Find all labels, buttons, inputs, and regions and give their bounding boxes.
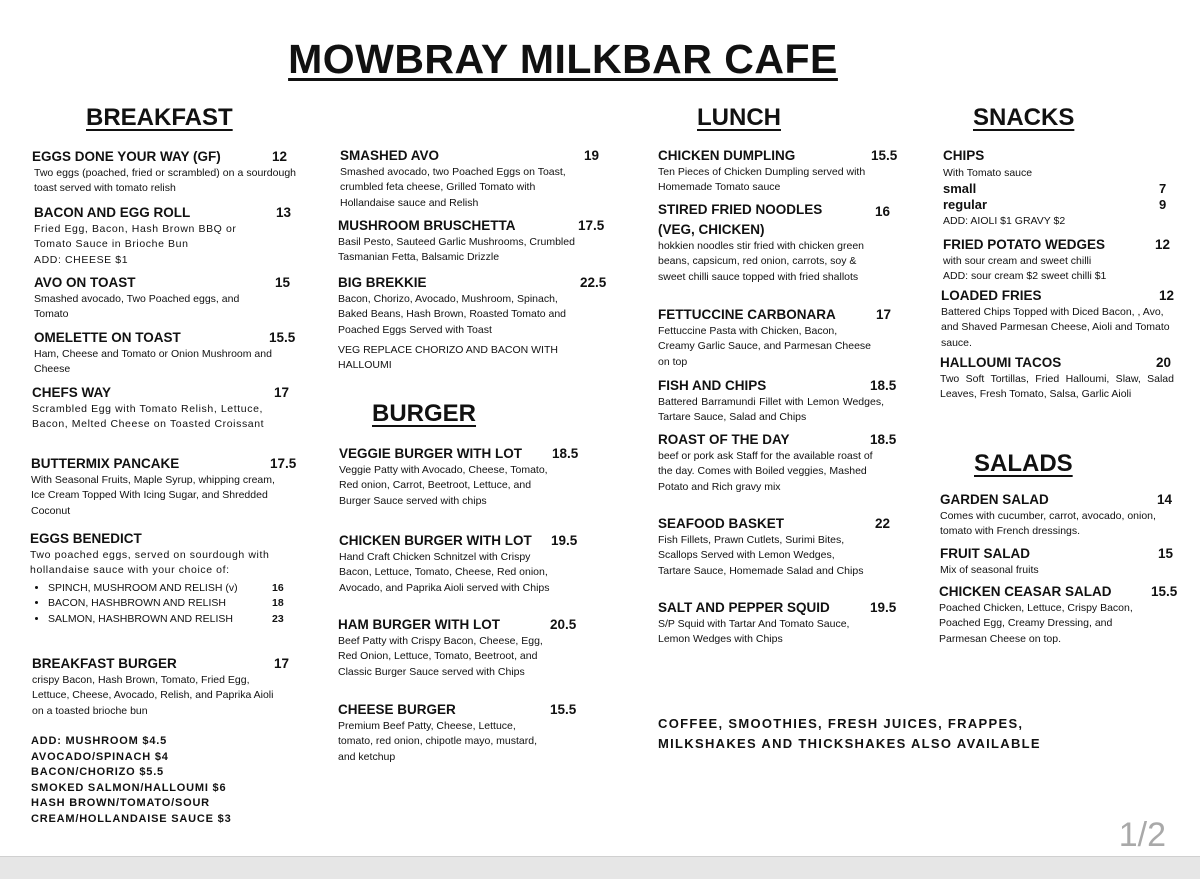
menu-item [941, 287, 1175, 351]
menu-item [940, 491, 1173, 540]
item-name: FISH AND CHIPS [658, 378, 767, 393]
item-description: Bacon, Chorizo, Avocado, Mushroom, Spinach, Baked Beans, Hash Brown, Roasted Tomato and Poached Eggs Served with Toast [338, 293, 567, 336]
menu-item [34, 204, 292, 268]
item-description: Two Soft Tortillas, Fried Halloumi, Slaw, Salad Leaves, Fresh Tomato, Salsa, Garlic Aioli [940, 373, 1174, 401]
item-description: Battered Barramundi Fillet with Lemon Wedges, Tartare Sauce, Salad and Chips [658, 396, 884, 424]
item-description: Battered Chips Topped with Diced Bacon, , Avo, and Shaved Parmesan Cheese, Aioli and Tomato sauce. [941, 306, 1170, 349]
item-price: 18.5 [870, 432, 897, 447]
size-small-price: 7 [1159, 181, 1167, 196]
item-name: STIRED FRIED NOODLES [658, 202, 823, 217]
item-price: 19.5 [551, 533, 578, 548]
menu-item [338, 616, 577, 680]
size-regular-label: regular [943, 197, 988, 212]
menu-item [338, 274, 607, 338]
menu-item [34, 274, 291, 323]
item-name: MUSHROOM BRUSCHETTA [338, 218, 516, 233]
item-name: EGGS BENEDICT [30, 531, 142, 546]
item-price: 12 [1155, 237, 1171, 252]
menu-item [32, 655, 290, 719]
item-name: CHEESE BURGER [338, 702, 456, 717]
item-description: crispy Bacon, Hash Brown, Tomato, Fried Egg, Lettuce, Cheese, Avocado, Relish, and Paprika Aioli on a toasted brioche bun [32, 674, 274, 717]
item-name: GARDEN SALAD [940, 492, 1049, 507]
menu-item [338, 701, 577, 765]
menu-item [658, 306, 892, 370]
item-price: 20 [1156, 355, 1172, 370]
item-price: 15.5 [269, 330, 296, 345]
item-price: 17 [876, 307, 892, 322]
item-description: Scrambled Egg with Tomato Relish, Lettuce, Bacon, Melted Cheese on Toasted Croissant [32, 403, 265, 431]
item-name: BACON AND EGG ROLL [34, 205, 191, 220]
breakfast-heading: BREAKFAST [86, 104, 233, 131]
item-description: Fish Fillets, Prawn Cutlets, Surimi Bites, Scallops Served with Lemon Wedges, Tartare Sauce, Homemade Salad and Chips [658, 534, 864, 577]
item-name: CHEFS WAY [32, 385, 112, 400]
breakfast-addons: ADD: MUSHROOM $4.5 AVOCADO/SPINACH $4 BACON/CHORIZO $5.5 SMOKED SALMON/HALLOUMI $6 HASH BROWN/TOMATO/SOUR CREAM/HOLLANDAISE SAUCE $3 [31, 735, 232, 825]
lunch-heading: LUNCH [697, 104, 781, 131]
item-name: ROAST OF THE DAY [658, 432, 790, 447]
item-name: CHICKEN CEASAR SALAD [939, 584, 1112, 599]
item-price: 18.5 [552, 446, 579, 461]
item-name: FRIED POTATO WEDGES [943, 237, 1106, 252]
menu-item [338, 217, 605, 266]
item-description: Premium Beef Patty, Cheese, Lettuce, tomato, red onion, chipotle mayo, mustard, and ketchup [338, 720, 538, 763]
veg-note: VEG REPLACE CHORIZO AND BACON WITH HALLOUMI [338, 344, 558, 372]
item-extra: ADD: AIOLI $1 GRAVY $2 [943, 215, 1066, 227]
page-indicator: 1/2 [1118, 816, 1166, 854]
menu-item [34, 329, 296, 378]
size-regular-price: 9 [1159, 197, 1167, 212]
item-price: 15.5 [550, 702, 577, 717]
item-description: Two poached eggs, served on sourdough with hollandaise sauce with your choice of: [30, 549, 270, 577]
item-price: 16 [875, 204, 891, 219]
item-description: with sour cream and sweet chilli [943, 255, 1092, 267]
item-description: beef or pork ask Staff for the available roast of the day. Comes with Boiled veggies, Mashed Potato and Rich gravy mix [658, 450, 873, 493]
choice-price: 23 [272, 612, 284, 625]
menu-item [658, 377, 897, 426]
menu-item [30, 530, 292, 627]
item-name: SMASHED AVO [340, 148, 440, 163]
item-description: S/P Squid with Tartar And Tomato Sauce, Lemon Wedges with Chips [658, 618, 850, 646]
size-small-label: small [943, 181, 977, 196]
burger-heading: BURGER [372, 400, 477, 427]
item-name: SALT AND PEPPER SQUID [658, 600, 830, 615]
item-name: FETTUCCINE CARBONARA [658, 307, 836, 322]
item-name: HAM BURGER WITH LOT [338, 617, 500, 632]
choice-price: 18 [272, 597, 284, 610]
menu-item [340, 147, 600, 211]
item-description: Comes with cucumber, carrot, avocado, onion, tomato with French dressings. [940, 510, 1156, 538]
item-name: BUTTERMIX PANCAKE [31, 456, 180, 471]
item-name: FRUIT SALAD [940, 546, 1030, 561]
item-price: 15.5 [1151, 584, 1178, 599]
item-price: 14 [1157, 492, 1173, 507]
item-description: Smashed avocado, Two Poached eggs, and Tomato [34, 293, 240, 321]
item-price: 17.5 [270, 456, 297, 471]
item-extra: ADD: sour cream $2 sweet chilli $1 [943, 270, 1107, 283]
item-price: 13 [276, 205, 292, 220]
item-name: CHIPS [943, 148, 985, 163]
menu-item [940, 354, 1174, 403]
item-description: Basil Pesto, Sauteed Garlic Mushrooms, Crumbled Tasmanian Fetta, Balsamic Drizzle [338, 236, 575, 264]
snacks-heading: SNACKS [973, 104, 1075, 131]
item-name: EGGS DONE YOUR WAY (GF) [32, 149, 221, 164]
item-description: Ham, Cheese and Tomato or Onion Mushroom and Cheese [34, 348, 272, 376]
menu-item [658, 599, 897, 648]
drinks-note: COFFEE, SMOOTHIES, FRESH JUICES, FRAPPES, MILKSHAKES AND THICKSHAKES ALSO AVAILABLE [658, 716, 1041, 751]
choice-item: • SALMON, HASHBROWN AND RELISH 23 [48, 612, 292, 627]
menu-item [943, 236, 1171, 285]
menu-item-chips [943, 147, 1171, 233]
salads-heading: SALADS [974, 450, 1073, 477]
item-description: Veggie Patty with Avocado, Cheese, Tomato, Red onion, Carrot, Beetroot, Lettuce, and Burger Sauce served with chips [339, 464, 548, 507]
item-description: Two eggs (poached, fried or scrambled) on a sourdough toast served with tomato relish [34, 167, 296, 195]
viewer-bottom-bar [0, 856, 1200, 879]
item-name: VEGGIE BURGER WITH LOT [339, 446, 523, 461]
menu-item [339, 445, 579, 509]
item-price: 20.5 [550, 617, 577, 632]
item-description: Fried Egg, Bacon, Hash Brown BBQ or Tomato Sauce in Brioche Bun [34, 223, 237, 251]
menu-item [658, 515, 891, 579]
item-description: Poached Chicken, Lettuce, Crispy Bacon, Poached Egg, Creamy Dressing, and Parmesan Cheese on top. [939, 602, 1133, 645]
choice-price: 16 [272, 581, 284, 594]
item-price: 15 [1158, 546, 1174, 561]
item-description: Fettuccine Pasta with Chicken, Bacon, Creamy Garlic Sauce, and Parmesan Cheese on top [658, 325, 872, 368]
item-extra: ADD: CHEESE $1 [34, 253, 129, 266]
item-price: 18.5 [870, 378, 897, 393]
menu-title: MOWBRAY MILKBAR CAFE [288, 36, 838, 82]
menu-item [32, 384, 290, 433]
item-price: 17.5 [578, 218, 605, 233]
item-description: With Seasonal Fruits, Maple Syrup, whipping cream, Ice Cream Topped With Icing Sugar, and Shredded Coconut [31, 474, 275, 517]
item-price: 22.5 [580, 275, 607, 290]
choice-item: • SPINCH, MUSHROOM AND RELISH (v) 16 [48, 581, 292, 596]
item-name: AVO ON TOAST [34, 275, 136, 290]
menu-item [339, 532, 578, 596]
item-price: 17 [274, 656, 290, 671]
item-description: With Tomato sauce [943, 167, 1033, 179]
item-name-line2: (VEG, CHICKEN) [658, 222, 765, 237]
menu-item [939, 583, 1178, 647]
item-name: LOADED FRIES [941, 288, 1042, 303]
item-name: BIG BREKKIE [338, 275, 427, 290]
choice-item: • BACON, HASHBROWN AND RELISH 18 [48, 596, 292, 611]
item-name: CHICKEN DUMPLING [658, 148, 796, 163]
item-description: Beef Patty with Crispy Bacon, Cheese, Egg, Red Onion, Lettuce, Tomato, Beetroot, and Classic Burger Sauce served with Chips [338, 635, 543, 678]
item-price: 15 [275, 275, 291, 290]
menu-item [658, 431, 897, 495]
choice-list [30, 581, 292, 627]
item-price: 12 [272, 149, 288, 164]
item-price: 15.5 [871, 148, 898, 163]
menu-item [32, 148, 296, 197]
item-description: Ten Pieces of Chicken Dumpling served with Homemade Tomato sauce [658, 166, 866, 194]
menu-item [658, 201, 891, 285]
menu-item [658, 147, 898, 196]
item-name: OMELETTE ON TOAST [34, 330, 181, 345]
item-name: HALLOUMI TACOS [940, 355, 1062, 370]
item-price: 19 [584, 148, 600, 163]
item-description: hokkien noodles stir fried with chicken green beans, capsicum, red onion, carrots, soy & sweet chilli sauce topped with fried shallots [658, 240, 865, 283]
item-price: 19.5 [870, 600, 897, 615]
item-price: 22 [875, 516, 891, 531]
item-price: 12 [1159, 288, 1175, 303]
item-name: CHICKEN BURGER WITH LOT [339, 533, 532, 548]
item-description: Smashed avocado, two Poached Eggs on Toast, crumbled feta cheese, Grilled Tomato with Hollandaise sauce and Relish [340, 166, 566, 209]
item-price: 17 [274, 385, 290, 400]
item-description: Mix of seasonal fruits [940, 564, 1039, 576]
menu-item [31, 455, 297, 519]
item-name: SEAFOOD BASKET [658, 516, 785, 531]
item-name: BREAKFAST BURGER [32, 656, 177, 671]
menu-item [940, 545, 1174, 578]
item-description: Hand Craft Chicken Schnitzel with Crispy Bacon, Lettuce, Tomato, Cheese, Red onion, Avocado, and Paprika Aioli served with Chips [339, 551, 550, 594]
